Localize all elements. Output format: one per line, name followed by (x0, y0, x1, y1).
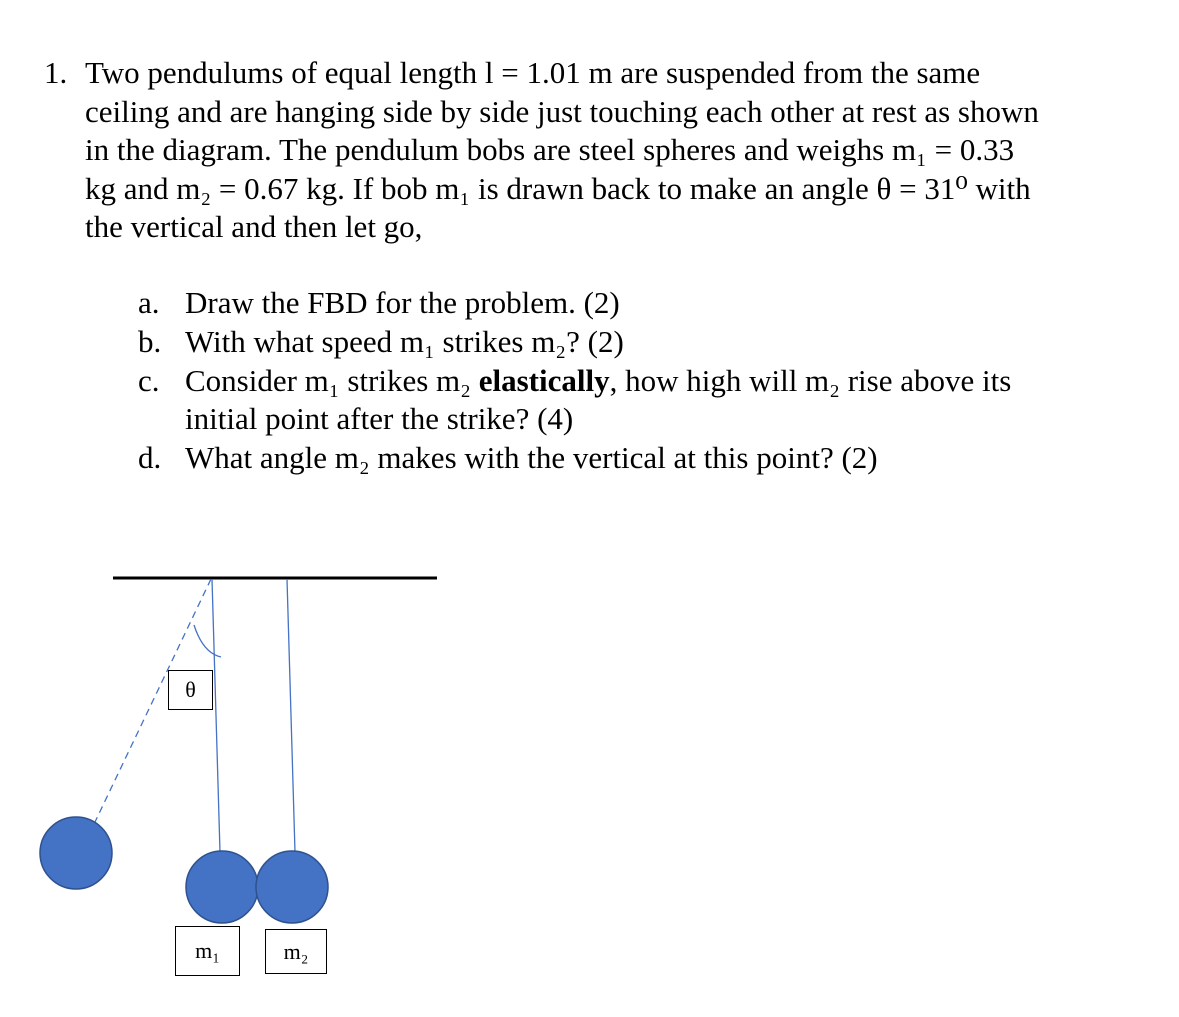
question-line-3: in the diagram. The pendulum bobs are steel spheres and weighs m₁ = 0.33 (85, 132, 1015, 167)
theta-label: θ (168, 670, 213, 710)
m2-label: m₂ (265, 929, 327, 974)
bob-m2 (256, 851, 328, 923)
string-m2 (287, 579, 295, 852)
string-m1 (212, 579, 220, 852)
part-d-text: What angle m₂ makes with the vertical at this point? (2) (185, 440, 878, 475)
part-c-text-post: , how high will m₂ rise above its (609, 363, 1012, 398)
part-a-letter: a. (138, 285, 160, 320)
angle-arc (194, 625, 221, 657)
part-a-text: Draw the FBD for the problem. (2) (185, 285, 620, 320)
part-c-text-pre: Consider m₁ strikes m₂ (185, 363, 479, 398)
bob-m1 (186, 851, 258, 923)
part-c-text-line2: initial point after the strike? (4) (185, 401, 574, 436)
part-c-letter: c. (138, 363, 160, 398)
question-line-5: the vertical and then let go, (85, 209, 423, 244)
question-line-4: kg and m₂ = 0.67 kg. If bob m₁ is drawn back to make an angle θ = 31⁰ with (85, 170, 1031, 206)
part-b-letter: b. (138, 324, 162, 359)
question-number: 1. (44, 55, 68, 90)
part-c-text-bold: elastically (478, 363, 610, 398)
question-line-2: ceiling and are hanging side by side just touching each other at rest as shown (85, 93, 1039, 129)
displaced-bob (40, 817, 112, 889)
m1-label: m₁ (175, 926, 240, 976)
part-d-letter: d. (138, 440, 162, 475)
part-b-text: With what speed m₁ strikes m₂? (2) (185, 324, 624, 359)
question-line-1: Two pendulums of equal length l = 1.01 m are suspended from the same (85, 55, 981, 90)
